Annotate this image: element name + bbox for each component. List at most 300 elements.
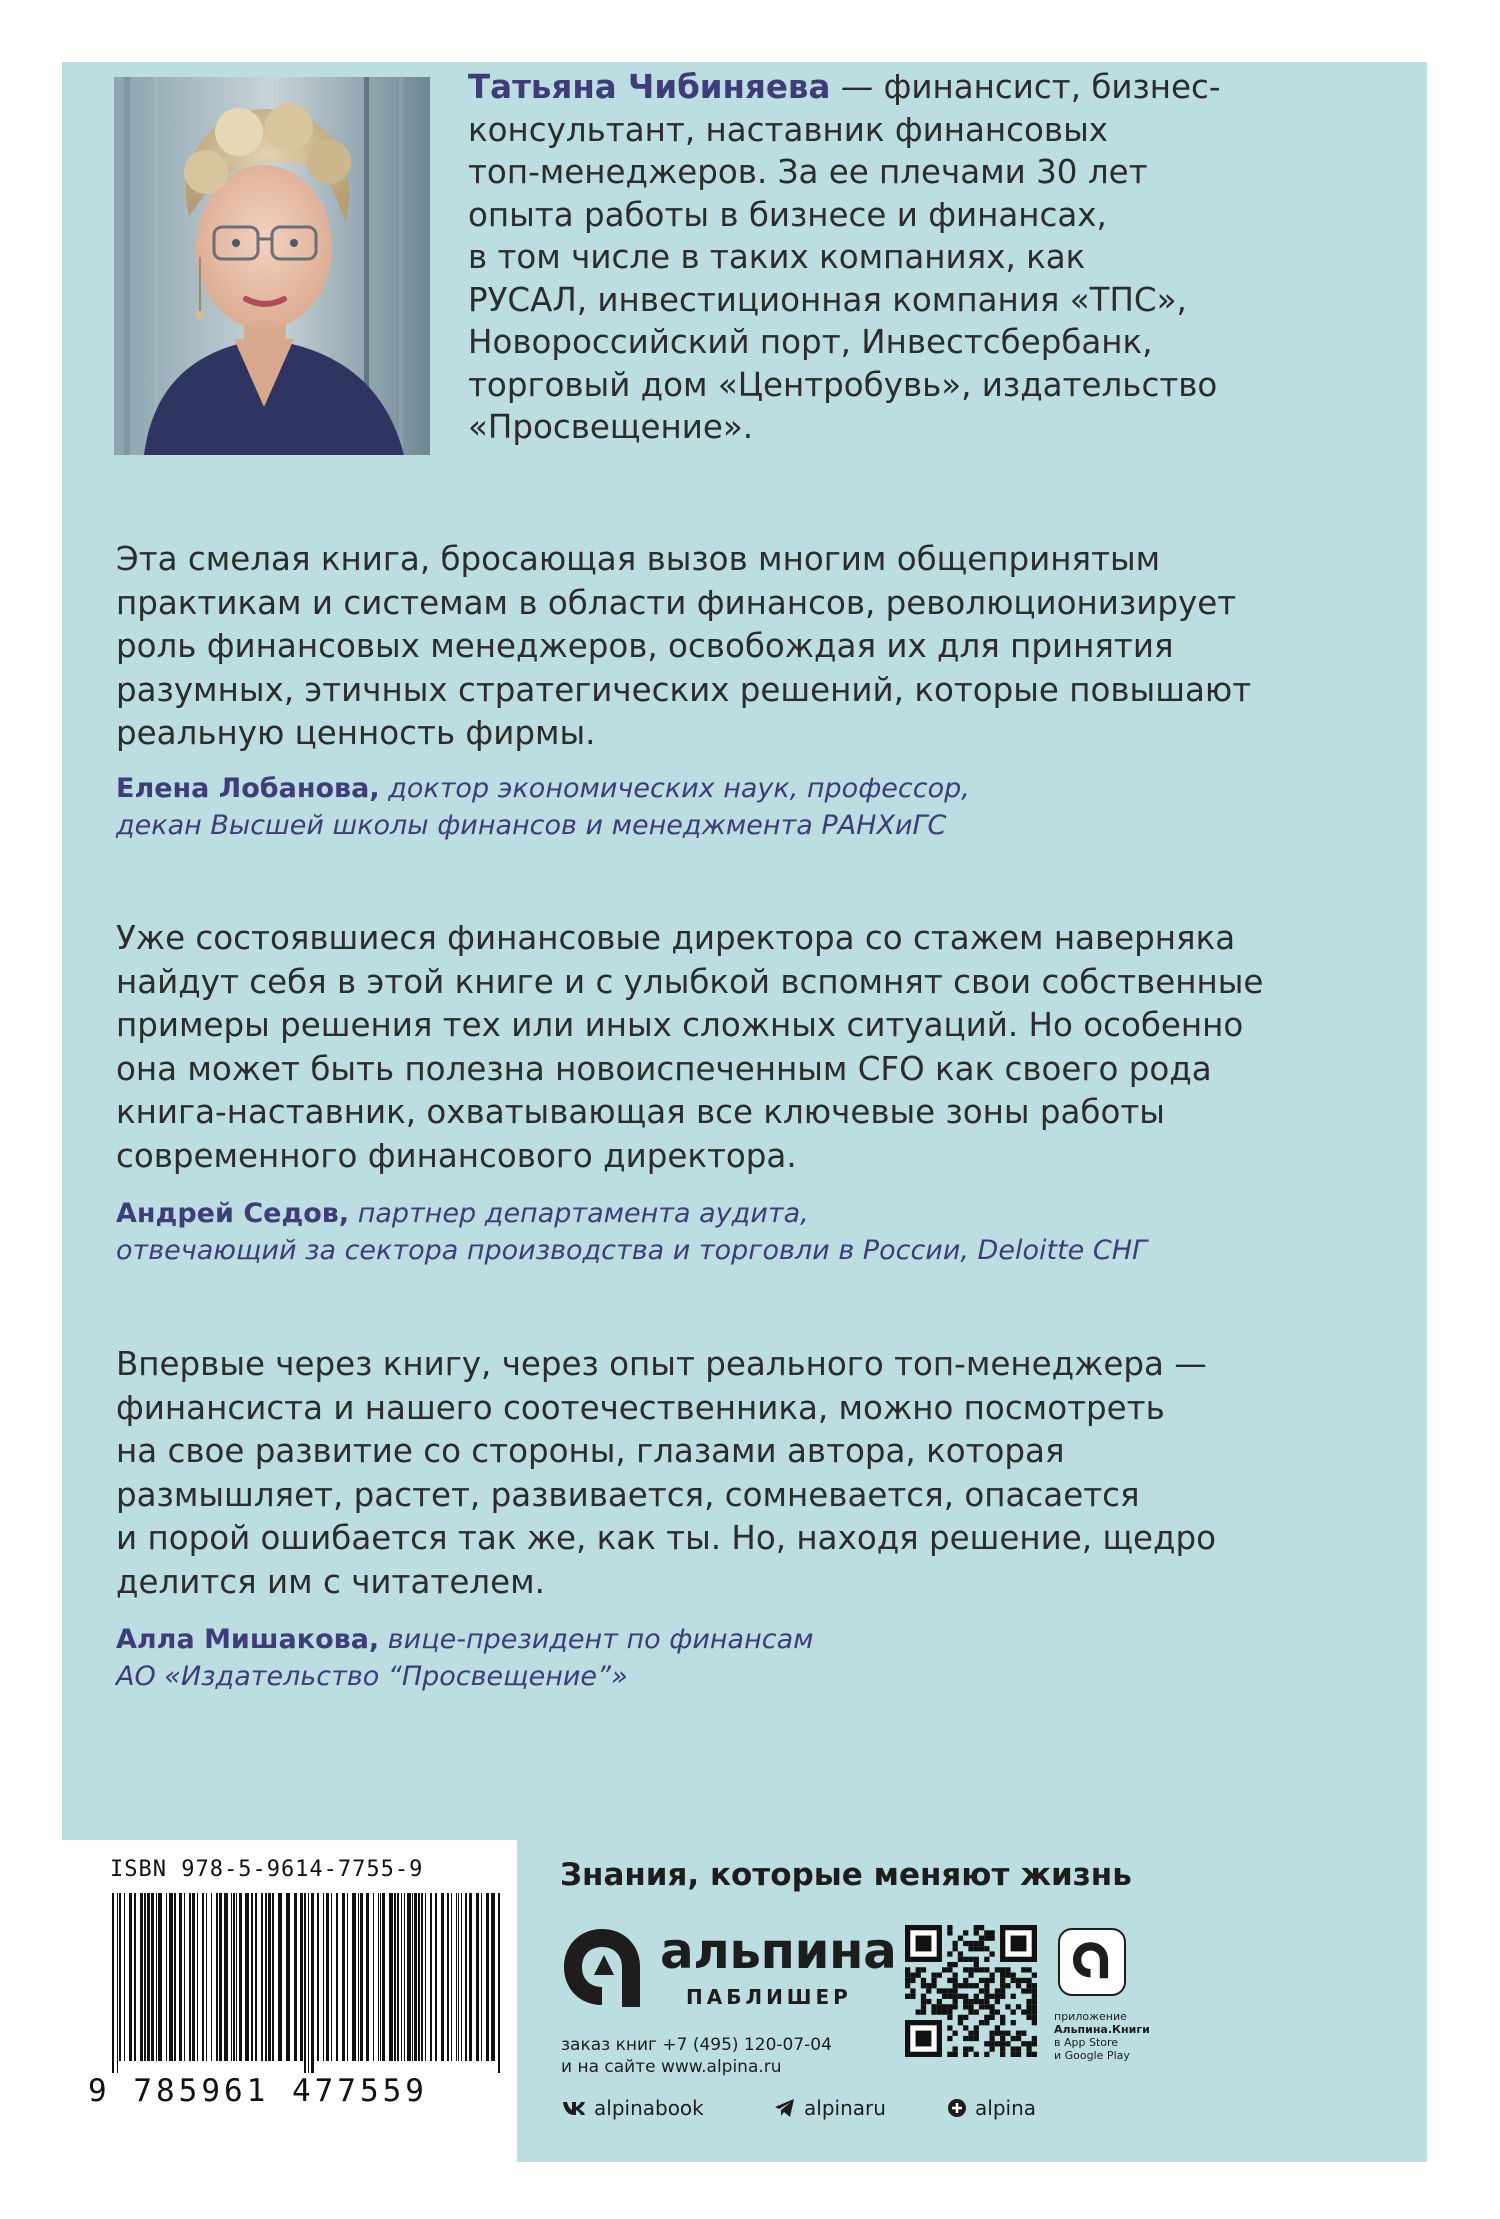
- quote-line: реальную ценность фирмы.: [116, 714, 596, 752]
- qr-module: [947, 1930, 952, 1935]
- quote-line: разумных, этичных стратегических решений, которые повышают: [116, 670, 1252, 709]
- qr-module: [953, 2031, 958, 2036]
- qr-module: [995, 2009, 1000, 2014]
- qr-module: [963, 1930, 968, 1935]
- quote-line: финансиста и нашего соотечественника, можно посмотреть: [116, 1388, 1165, 1427]
- qr-module: [921, 1999, 926, 2004]
- qr-finder: [916, 2031, 932, 2047]
- qr-module: [942, 2009, 947, 2014]
- social-label: alpinaru: [804, 2096, 886, 2120]
- qr-module: [1021, 2041, 1026, 2046]
- qr-module: [1016, 1983, 1021, 1988]
- qr-module: [958, 1936, 963, 1941]
- barcode-bar: [476, 1893, 479, 2061]
- quote-line: на свое развитие со стороны, глазами автора, которая: [116, 1432, 1065, 1470]
- barcode-bar: [124, 1893, 125, 2061]
- qr-module: [931, 1973, 936, 1978]
- qr-module: [953, 1983, 958, 1988]
- barcode-bar: [358, 1893, 359, 2061]
- author-portrait-image: [114, 77, 430, 455]
- qr-module: [921, 2004, 926, 2009]
- barcode-bar: [404, 1893, 405, 2061]
- qr-module: [968, 1967, 973, 1972]
- order-site: и на сайте www.alpina.ru: [561, 2057, 782, 2077]
- qr-module: [1011, 1994, 1016, 1999]
- qr-module: [942, 1967, 947, 1972]
- qr-module: [958, 1957, 963, 1962]
- qr-module: [921, 1967, 926, 1972]
- qr-module: [989, 2036, 994, 2041]
- barcode-bar: [401, 1893, 402, 2061]
- qr-module: [989, 2004, 994, 2009]
- qr-module: [963, 1999, 968, 2004]
- qr-module: [905, 1983, 910, 1988]
- qr-module: [958, 2020, 963, 2025]
- qr-module: [979, 1946, 984, 1951]
- social-ok[interactable]: [947, 2096, 1036, 2120]
- qr-module: [1000, 2052, 1005, 2057]
- qr-module: [947, 1925, 952, 1930]
- qr-module: [958, 1994, 963, 1999]
- barcode-bar: [224, 1893, 228, 2061]
- barcode-bar: [219, 1893, 222, 2061]
- qr-module: [968, 2046, 973, 2051]
- social-telegram[interactable]: [774, 2096, 886, 2120]
- qr-module: [1016, 2036, 1021, 2041]
- social-vk[interactable]: [562, 2096, 704, 2120]
- barcode-bar: [134, 1893, 136, 2061]
- barcode-digits: 9 785961 477559: [88, 2073, 428, 2109]
- barcode-bar: [169, 1893, 173, 2061]
- barcode-bar: [481, 1893, 482, 2061]
- qr-module: [984, 1936, 989, 1941]
- qr-module: [974, 2036, 979, 2041]
- barcode-bar: [308, 1893, 309, 2073]
- barcode-bar: [311, 1893, 314, 2073]
- qr-module: [989, 2041, 994, 2046]
- qr-module: [968, 1999, 973, 2004]
- barcode-bar: [389, 1893, 393, 2061]
- qr-module: [1021, 2009, 1026, 2014]
- barcode-bar: [268, 1893, 271, 2061]
- qr-module: [953, 1946, 958, 1951]
- barcode-bar: [216, 1893, 218, 2061]
- qr-module: [905, 1967, 910, 1972]
- barcode-bar: [300, 1893, 303, 2061]
- barcode-bar: [394, 1893, 396, 2061]
- barcode-bar: [211, 1893, 212, 2061]
- barcode-bar: [465, 1893, 467, 2061]
- barcode-bar: [117, 1893, 118, 2073]
- qr-module: [979, 1941, 984, 1946]
- qr-module: [905, 1973, 910, 1978]
- qr-module: [968, 2031, 973, 2036]
- qr-module: [1011, 2052, 1016, 2057]
- qr-module: [984, 2004, 989, 2009]
- alpina-logo-icon: [560, 1925, 644, 2011]
- author-bio-line: «Просвещение».: [468, 408, 754, 446]
- qr-module: [1000, 2036, 1005, 2041]
- qr-module: [963, 2052, 968, 2057]
- quote-line: примеры решения тех или иных сложных ситуаций. Но особенно: [116, 1006, 1244, 1044]
- qr-module: [1005, 1973, 1010, 1978]
- barcode-bar: [373, 1893, 374, 2061]
- publisher-brand: альпина: [660, 1922, 897, 1980]
- qr-module: [984, 2020, 989, 2025]
- qr-module: [984, 1930, 989, 1935]
- qr-module: [947, 2009, 952, 2014]
- qr-module: [1032, 2015, 1037, 2020]
- qr-module: [974, 1983, 979, 1988]
- qr-module: [989, 1951, 994, 1956]
- author-bio: [468, 66, 1328, 449]
- author-bio-line: РУСАЛ, инвестиционная компания «ТПС»,: [468, 280, 1187, 319]
- publisher-slogan: Знания, которые меняют жизнь: [560, 1857, 1132, 1893]
- barcode-bar: [158, 1893, 162, 2061]
- qr-module: [1021, 1967, 1026, 1972]
- barcode-bar: [261, 1893, 263, 2061]
- author-bio-line: — финансист, бизнес-: [830, 68, 1221, 106]
- qr-module: [1026, 1967, 1031, 1972]
- barcode-bar: [378, 1893, 379, 2061]
- qr-module: [963, 1978, 968, 1983]
- barcode-bar: [317, 1893, 319, 2061]
- qr-module: [974, 1962, 979, 1967]
- qr-module: [947, 2036, 952, 2041]
- qr-module: [1000, 1973, 1005, 1978]
- qr-module: [1000, 2031, 1005, 2036]
- qr-module: [947, 2052, 952, 2057]
- barcode-bar: [286, 1893, 290, 2061]
- barcode-bar: [251, 1893, 253, 2061]
- barcode-bar: [421, 1893, 423, 2061]
- barcode-bar: [119, 1893, 121, 2061]
- qr-module: [995, 2031, 1000, 2036]
- qr-module: [974, 1941, 979, 1946]
- barcode-bar: [179, 1893, 182, 2061]
- qr-module: [953, 1962, 958, 1967]
- barcode-bar: [140, 1893, 143, 2061]
- qr-module: [1032, 2004, 1037, 2009]
- qr-module: [984, 2015, 989, 2020]
- barcode-bar: [352, 1893, 356, 2061]
- qr-module: [979, 1978, 984, 1983]
- qr-module: [947, 2025, 952, 2030]
- qr-module: [963, 2025, 968, 2030]
- qr-module: [979, 1999, 984, 2004]
- qr-module: [995, 1994, 1000, 1999]
- qr-module: [1000, 1978, 1005, 1983]
- qr-module: [1021, 1988, 1026, 1993]
- qr-module: [979, 1936, 984, 1941]
- qr-module: [968, 2036, 973, 2041]
- qr-module: [953, 1941, 958, 1946]
- qr-module: [953, 1973, 958, 1978]
- barcode-bar: [184, 1893, 185, 2061]
- qr-module: [1026, 2046, 1031, 2051]
- qr-module: [916, 1973, 921, 1978]
- qr-module: [974, 1930, 979, 1935]
- quote-line: Эта смелая книга, бросающая вызов многим общепринятым: [116, 540, 1161, 578]
- qr-module: [916, 1967, 921, 1972]
- app-line: и Google Play: [1054, 2049, 1130, 2062]
- qr-module: [1000, 1994, 1005, 1999]
- qr-module: [1016, 2031, 1021, 2036]
- qr-module: [937, 2004, 942, 2009]
- barcode-bar: [447, 1893, 449, 2061]
- qr-module: [1032, 2052, 1037, 2057]
- author-name: Татьяна Чибиняева: [468, 68, 831, 106]
- qr-module: [963, 1941, 968, 1946]
- quote-line: и порой ошибается так же, как ты. Но, находя решение, щедро: [116, 1519, 1217, 1557]
- qr-module: [1000, 2020, 1005, 2025]
- qr-module: [1032, 2009, 1037, 2014]
- qr-module: [953, 1999, 958, 2004]
- qr-module: [974, 1999, 979, 2004]
- qr-module: [968, 2004, 973, 2009]
- qr-module: [968, 2009, 973, 2014]
- qr-code-icon[interactable]: [905, 1925, 1037, 2057]
- qr-module: [921, 2009, 926, 2014]
- qr-finder: [916, 1936, 932, 1952]
- qr-module: [921, 1983, 926, 1988]
- reviewer-name: Алла Мишакова,: [116, 1624, 380, 1655]
- quote-line: размышляет, растет, развивается, сомневается, опасается: [116, 1475, 1140, 1514]
- qr-module: [1032, 2020, 1037, 2025]
- qr-module: [979, 2020, 984, 2025]
- qr-module: [984, 1983, 989, 1988]
- qr-module: [931, 1978, 936, 1983]
- reviewer-name: Елена Лобанова,: [116, 773, 380, 804]
- qr-module: [995, 1988, 1000, 1993]
- order-info: [561, 2034, 881, 2078]
- app-line: Альпина.Книги: [1054, 2023, 1150, 2036]
- qr-module: [963, 2004, 968, 2009]
- quote-line: найдут себя в этой книге и с улыбкой вспомнят свои собственные: [116, 962, 1264, 1001]
- review-quote-2: [116, 917, 1316, 1178]
- social-label: alpinabook: [594, 2096, 704, 2120]
- qr-module: [989, 2046, 994, 2051]
- qr-module: [947, 1978, 952, 1983]
- qr-module: [1032, 1983, 1037, 1988]
- qr-module: [1000, 2046, 1005, 2051]
- barcode-bar: [112, 1893, 114, 2073]
- barcode-bar: [239, 1893, 242, 2061]
- qr-module: [905, 1978, 910, 1983]
- qr-module: [958, 1951, 963, 1956]
- qr-module: [1011, 1978, 1016, 1983]
- qr-module: [974, 2009, 979, 2014]
- qr-module: [937, 1999, 942, 2004]
- review-attribution-2: [116, 1195, 1316, 1269]
- social-label: alpina: [975, 2096, 1036, 2120]
- barcode-bar: [336, 1893, 338, 2061]
- qr-module: [968, 1946, 973, 1951]
- qr-module: [958, 1983, 963, 1988]
- qr-module: [979, 1925, 984, 1930]
- author-bio-line: опыта работы в бизнесе и финансах,: [468, 195, 1107, 234]
- barcode-bar: [192, 1893, 195, 2061]
- barcode-bar: [144, 1893, 146, 2061]
- qr-module: [1005, 1983, 1010, 1988]
- app-line: в App Store: [1054, 2036, 1119, 2049]
- qr-module: [979, 1988, 984, 1993]
- reviewer-title: доктор экономических наук, профессор,: [379, 773, 970, 804]
- qr-module: [1011, 2036, 1016, 2041]
- barcode-bar: [294, 1893, 297, 2061]
- qr-module: [937, 1988, 942, 1993]
- qr-module: [984, 1957, 989, 1962]
- author-bio-line: в том числе в таких компаниях, как: [468, 238, 1086, 276]
- barcode-bar: [456, 1893, 457, 2061]
- qr-module: [1000, 2015, 1005, 2020]
- qr-module: [910, 1978, 915, 1983]
- qr-module: [1016, 2004, 1021, 2009]
- quote-line: Впервые через книгу, через опыт реального топ-менеджера —: [116, 1345, 1207, 1383]
- qr-module: [1000, 1967, 1005, 1972]
- qr-module: [989, 2031, 994, 2036]
- qr-module: [921, 1978, 926, 1983]
- qr-module: [931, 2004, 936, 2009]
- qr-module: [984, 1978, 989, 1983]
- alpina-logo-small-icon: [1060, 1930, 1124, 1994]
- reviewer-title: отвечающий за сектора производства и торговли в России, Deloitte СНГ: [116, 1235, 1148, 1266]
- qr-module: [968, 1941, 973, 1946]
- qr-module: [963, 2015, 968, 2020]
- qr-module: [968, 1973, 973, 1978]
- qr-module: [1011, 1973, 1016, 1978]
- isbn-text: ISBN 978-5-9614-7755-9: [110, 1857, 424, 1882]
- reviewer-title: вице-президент по финансам: [379, 1624, 814, 1655]
- qr-module: [984, 1994, 989, 1999]
- qr-module: [963, 1994, 968, 1999]
- qr-module: [1021, 2031, 1026, 2036]
- qr-module: [926, 1999, 931, 2004]
- qr-module: [1026, 2004, 1031, 2009]
- qr-module: [979, 2004, 984, 2009]
- barcode-bar: [151, 1893, 154, 2061]
- qr-module: [947, 1988, 952, 1993]
- qr-module: [984, 1988, 989, 1993]
- qr-module: [905, 1994, 910, 1999]
- qr-module: [963, 1967, 968, 1972]
- barcode-bar: [418, 1893, 420, 2061]
- qr-module: [974, 1946, 979, 1951]
- reviewer-title: партнер департамента аудита,: [349, 1198, 809, 1229]
- qr-module: [1026, 2009, 1031, 2014]
- barcode-bar: [233, 1893, 235, 2061]
- qr-module: [989, 1978, 994, 1983]
- author-bio-line: консультант, наставник финансовых: [468, 110, 1108, 149]
- barcode-bar: [197, 1893, 198, 2061]
- qr-module: [1032, 1999, 1037, 2004]
- author-bio-line: Новороссийский порт, Инвестсбербанк,: [468, 323, 1153, 361]
- barcode-bar: [425, 1893, 426, 2061]
- barcode-bar: [342, 1893, 345, 2061]
- app-store-info: [1054, 2010, 1164, 2062]
- qr-module: [974, 2052, 979, 2057]
- qr-finder: [1011, 1936, 1027, 1952]
- qr-module: [1000, 1983, 1005, 1988]
- barcode-bar: [469, 1893, 472, 2061]
- barcode-bar: [498, 1893, 500, 2073]
- qr-module: [931, 2009, 936, 2014]
- barcode-bar: [380, 1893, 381, 2061]
- qr-module: [953, 1978, 958, 1983]
- qr-module: [947, 1962, 952, 1967]
- qr-module: [1016, 2046, 1021, 2051]
- alpina-app-icon[interactable]: [1058, 1928, 1126, 1996]
- qr-module: [1011, 2046, 1016, 2051]
- barcode-bar: [366, 1893, 369, 2061]
- qr-module: [1032, 1994, 1037, 1999]
- qr-module: [1016, 2052, 1021, 2057]
- barcode-bar: [166, 1893, 167, 2061]
- qr-module: [968, 1983, 973, 1988]
- reviewer-title: декан Высшей школы финансов и менеджмента РАНХиГС: [116, 810, 947, 841]
- qr-module: [1026, 1988, 1031, 1993]
- qr-module: [974, 1994, 979, 1999]
- barcode-bar: [236, 1893, 237, 2061]
- reviewer-title: АО «Издательство “Просвещение”»: [116, 1661, 628, 1692]
- qr-module: [989, 1973, 994, 1978]
- qr-module: [921, 1994, 926, 1999]
- qr-module: [1032, 2036, 1037, 2041]
- qr-module: [963, 1957, 968, 1962]
- qr-module: [926, 1983, 931, 1988]
- qr-module: [963, 1983, 968, 1988]
- qr-module: [942, 1988, 947, 1993]
- qr-module: [995, 1999, 1000, 2004]
- qr-module: [1000, 2041, 1005, 2046]
- barcode-bar: [412, 1893, 413, 2061]
- publisher-brand-sub: ПАБЛИШЕР: [686, 1985, 852, 2009]
- qr-module: [979, 1967, 984, 1972]
- qr-module: [984, 1946, 989, 1951]
- barcode-bar: [435, 1893, 437, 2061]
- barcode-bar: [486, 1893, 489, 2061]
- qr-module: [953, 2004, 958, 2009]
- qr-module: [963, 2046, 968, 2051]
- qr-module: [984, 1967, 989, 1972]
- barcode-bar: [458, 1893, 459, 2061]
- reviewer-name: Андрей Седов,: [116, 1198, 350, 1229]
- barcode-bar: [189, 1893, 191, 2061]
- qr-module: [910, 1994, 915, 1999]
- barcode-bar: [430, 1893, 432, 2061]
- qr-module: [910, 1988, 915, 1993]
- review-quote-3: [116, 1343, 1316, 1604]
- quote-line: практикам и системам в области финансов, революционизирует: [116, 583, 1237, 622]
- barcode-bar: [265, 1893, 267, 2061]
- qr-module: [984, 2041, 989, 2046]
- barcode-bar: [231, 1893, 232, 2061]
- review-quote-1: [116, 538, 1316, 756]
- barcode-bar: [347, 1893, 348, 2061]
- barcode-bar: [255, 1893, 257, 2061]
- qr-module: [942, 1994, 947, 1999]
- qr-module: [947, 2004, 952, 2009]
- qr-module: [984, 2052, 989, 2057]
- barcode-bar: [441, 1893, 444, 2061]
- barcode-bar: [331, 1893, 332, 2061]
- qr-module: [910, 1973, 915, 1978]
- qr-module: [963, 2036, 968, 2041]
- barcode-bar: [206, 1893, 207, 2061]
- barcode-bar: [407, 1893, 411, 2061]
- qr-module: [974, 1967, 979, 1972]
- qr-module: [953, 1988, 958, 1993]
